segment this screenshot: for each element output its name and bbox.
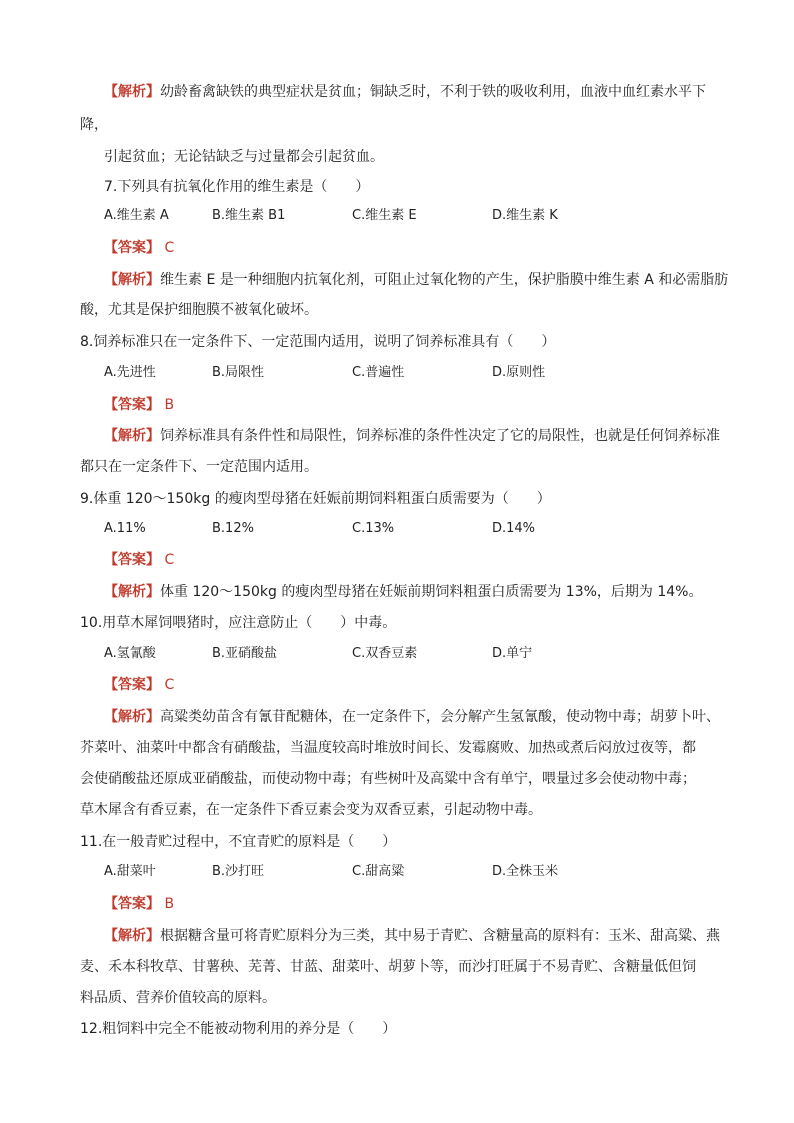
question-9: 9.体重 120～150kg 的瘦肉型母猪在妊娠前期饲料粗蛋白质需要为（ ） — [80, 491, 551, 507]
analysis-6-line-1: 【解析】幼龄畜禽缺铁的典型症状是贫血；铜缺乏时，不利于铁的吸收利用，血液中血红素水平下 — [104, 84, 706, 100]
analysis-11-line-3: 料品质、营养价值较高的原料。 — [80, 990, 276, 1006]
q7-option-c: C.维生素 E — [352, 208, 417, 223]
q8-option-d: D.原则性 — [492, 365, 546, 380]
analysis-10-line-1: 【解析】高粱类幼苗含有氰苷配糖体，在一定条件下，会分解产生氢氰酸，使动物中毒；胡萝卜叶、 — [104, 709, 720, 725]
answer-tag: 【答案】 — [104, 240, 160, 256]
analysis-11-line-1: 【解析】根据糖含量可将青贮原料分为三类，其中易于青贮、含糖量高的原料有：玉米、甜高粱、燕 — [104, 928, 720, 944]
analysis-10-line-4: 草木犀含有香豆素，在一定条件下香豆素会变为双香豆素，引起动物中毒。 — [80, 802, 542, 818]
q8-option-b: B.局限性 — [212, 365, 265, 380]
analysis-9-line-1: 【解析】体重 120～150kg 的瘦肉型母猪在妊娠前期饲料粗蛋白质需要为 13%，后期为 14%。 — [104, 584, 703, 600]
answer-7: 【答案】 C — [104, 240, 175, 256]
q8-option-a: A.先进性 — [104, 365, 156, 380]
question-11: 11.在一般青贮过程中，不宜青贮的原料是（ ） — [80, 834, 397, 850]
q11-option-b: B.沙打旺 — [212, 864, 265, 879]
analysis-6-line-2: 降， — [80, 117, 108, 133]
q9-option-a: A.11% — [104, 521, 146, 536]
q9-option-c: C.13% — [352, 521, 395, 536]
analysis-7-line-2: 酸，尤其是保护细胞膜不被氧化破坏。 — [80, 302, 318, 318]
analysis-6-line-3: 引起贫血；无论钴缺乏与过量都会引起贫血。 — [104, 149, 384, 165]
analysis-8-line-1: 【解析】饲养标准具有条件性和局限性，饲养标准的条件性决定了它的局限性，也就是任何饲养标准 — [104, 428, 720, 444]
question-10: 10.用草木犀饲喂猪时，应注意防止（ ）中毒。 — [80, 615, 397, 631]
analysis-7-line-1: 【解析】维生素 E 是一种细胞内抗氧化剂，可阻止过氧化物的产生，保护脂膜中维生素 A 和必需脂肪 — [104, 272, 729, 288]
q8-option-c: C.普遍性 — [352, 365, 405, 380]
question-8: 8.饲养标准只在一定条件下、一定范围内适用，说明了饲养标准具有（ ） — [80, 334, 556, 350]
q7-option-b: B.维生素 B1 — [212, 208, 286, 223]
answer-10: 【答案】 C — [104, 677, 175, 693]
analysis-tag: 【解析】 — [104, 84, 160, 100]
analysis-11-line-2: 麦、禾本科牧草、甘薯秧、芜菁、甘蓝、甜菜叶、胡萝卜等，而沙打旺属于不易青贮、含糖量低但饲 — [80, 959, 696, 975]
analysis-10-line-3: 会使硝酸盐还原成亚硝酸盐，而使动物中毒；有些树叶及高粱中含有单宁，喂量过多会使动物中毒； — [80, 771, 696, 787]
q9-option-b: B.12% — [212, 521, 254, 536]
q7-option-d: D.维生素 K — [492, 208, 558, 223]
q7-option-a: A.维生素 A — [104, 208, 169, 223]
question-7: 7.下列具有抗氧化作用的维生素是（ ） — [104, 179, 370, 195]
question-12: 12.粗饲料中完全不能被动物利用的养分是（ ） — [80, 1021, 397, 1037]
answer-9: 【答案】 C — [104, 552, 175, 568]
analysis-8-line-2: 都只在一定条件下、一定范围内适用。 — [80, 459, 318, 475]
analysis-10-line-2: 芥菜叶、油菜叶中都含有硝酸盐，当温度较高时堆放时间长、发霉腐败、加热或煮后闷放过夜等，都 — [80, 740, 696, 756]
q11-option-a: A.甜菜叶 — [104, 864, 156, 879]
q10-option-d: D.单宁 — [492, 646, 533, 661]
answer-8: 【答案】 B — [104, 397, 175, 413]
q11-option-d: D.全株玉米 — [492, 864, 559, 879]
answer-11: 【答案】 B — [104, 896, 175, 912]
q9-option-d: D.14% — [492, 521, 536, 536]
q10-option-a: A.氢氰酸 — [104, 646, 156, 661]
q10-option-b: B.亚硝酸盐 — [212, 646, 278, 661]
q11-option-c: C.甜高粱 — [352, 864, 405, 879]
q10-option-c: C.双香豆素 — [352, 646, 418, 661]
